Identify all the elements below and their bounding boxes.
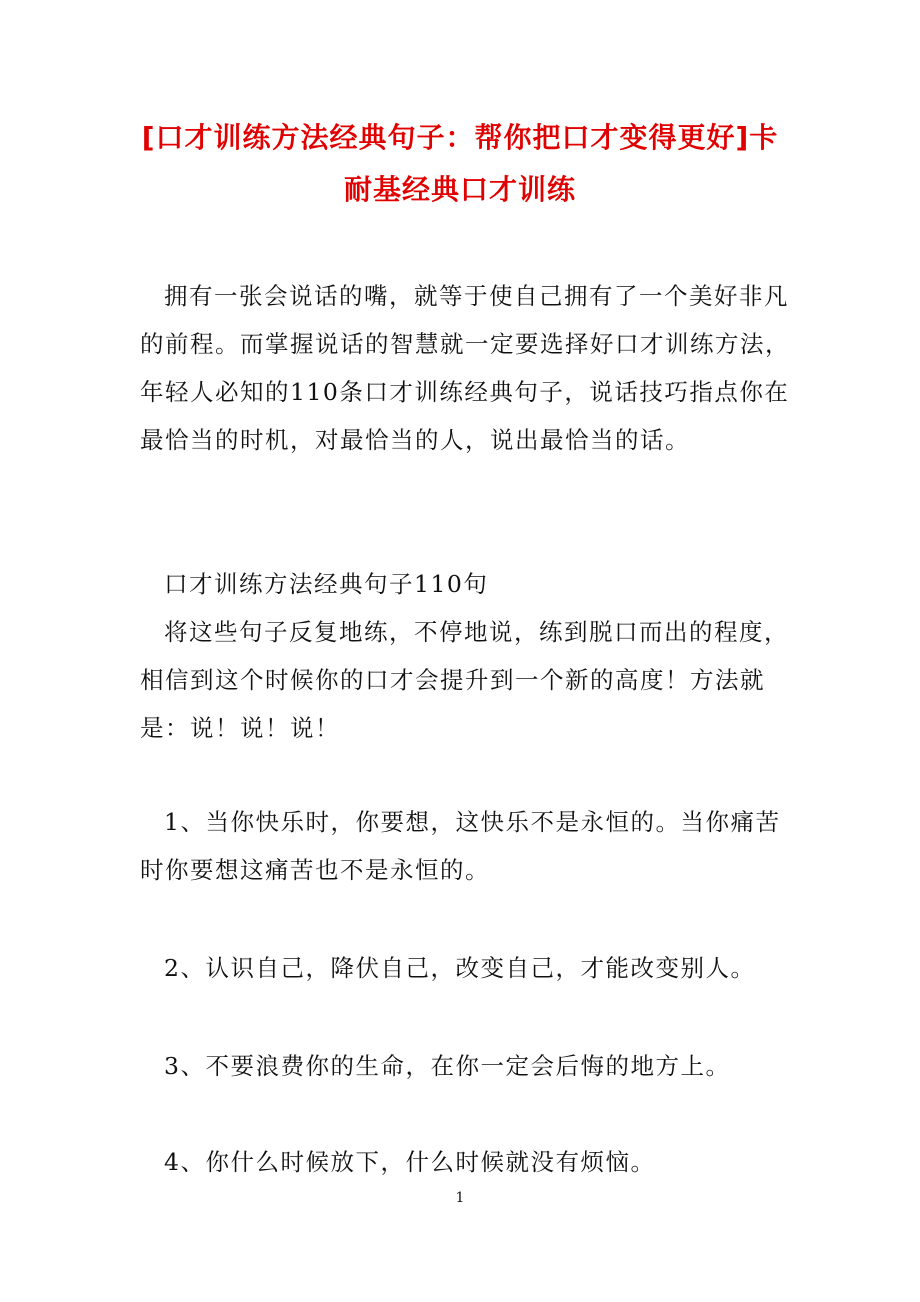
title-line: 耐基经典口才训练 (343, 173, 576, 206)
paragraph-line: 拥有一张会说话的嘴，就等于使自己拥有了一个美好非凡 (164, 282, 789, 310)
paragraph-line: 4、你什么时候放下，什么时候就没有烦恼。 (164, 1148, 656, 1176)
title-line: [口才训练方法经典句子：帮你把口才变得更好]卡 (141, 121, 779, 154)
paragraph-line: 3、不要浪费你的生命，在你一定会后悔的地方上。 (164, 1052, 731, 1080)
intro-paragraph (140, 272, 800, 464)
list-item (140, 798, 800, 894)
list-item (140, 944, 800, 992)
section-heading-text: 口才训练方法经典句子110句 (164, 570, 489, 598)
page-number: 1 (455, 1190, 465, 1206)
paragraph-line: 2、认识自己，降伏自己，改变自己，才能改变别人。 (164, 954, 756, 982)
paragraph-line: 是：说！说！说！ (140, 714, 340, 742)
paragraph-line: 年轻人必知的110条口才训练经典句子，说话技巧指点你在 (140, 378, 790, 406)
paragraph-line: 将这些句子反复地练，不停地说，练到脱口而出的程度， (164, 618, 789, 646)
paragraph-line: 的前程。而掌握说话的智慧就一定要选择好口才训练方法， (140, 330, 790, 358)
section-heading (140, 560, 800, 608)
paragraph-line: 最恰当的时机，对最恰当的人，说出最恰当的话。 (140, 426, 690, 454)
list-item (140, 1042, 800, 1090)
paragraph-line: 1、当你快乐时，你要想，这快乐不是永恒的。当你痛苦 (164, 808, 781, 836)
section-intro-paragraph (140, 608, 800, 752)
paragraph-line: 相信到这个时候你的口才会提升到一个新的高度！方法就 (140, 666, 765, 694)
document-title (140, 112, 780, 216)
list-item (140, 1138, 800, 1186)
paragraph-line: 时你要想这痛苦也不是永恒的。 (140, 856, 490, 884)
